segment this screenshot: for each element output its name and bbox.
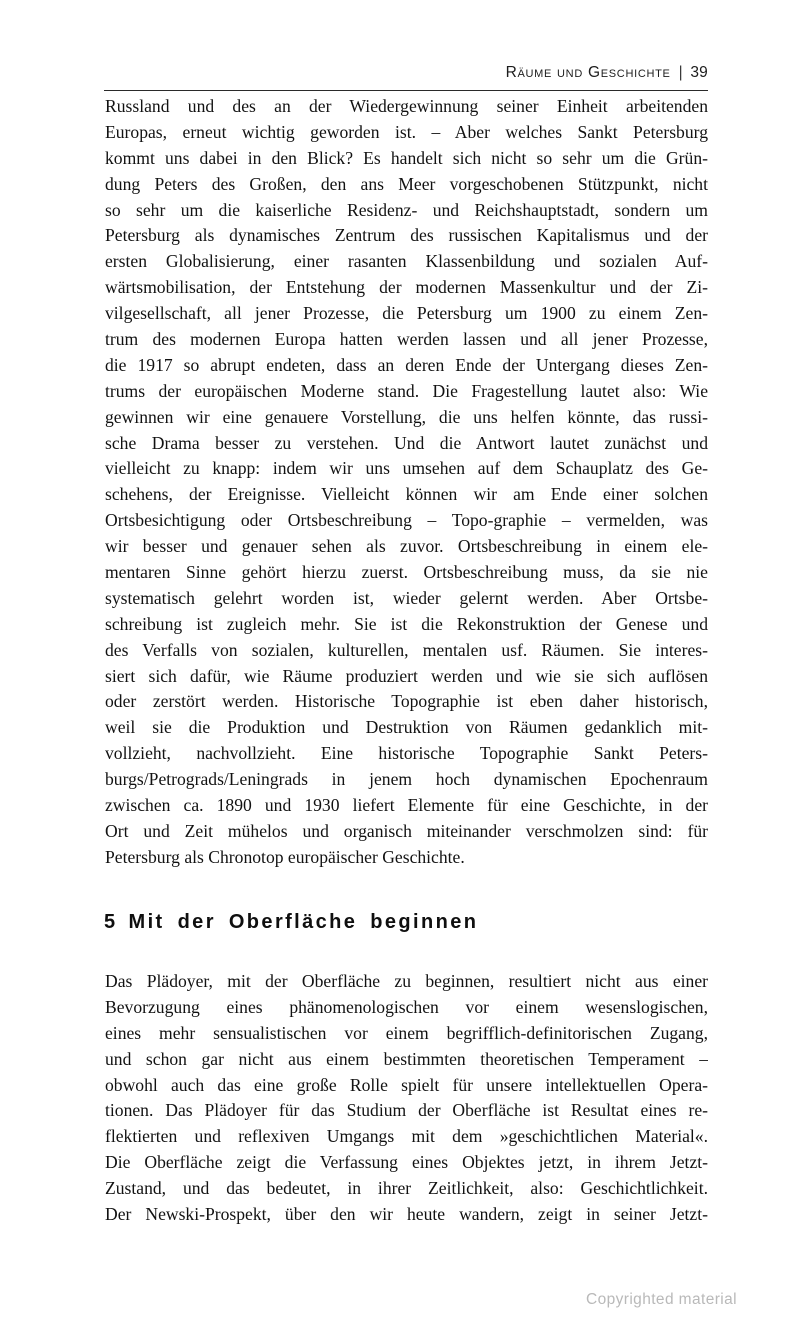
running-header	[105, 62, 708, 84]
text-line: schehens, der Ereignisse. Vielleicht können wir am Ende einer solchen	[105, 484, 708, 505]
text-line: sche Drama besser zu verstehen. Und die Antwort lautet zunächst und	[105, 432, 708, 453]
text-line: Russland und des an der Wiedergewinnung seiner Einheit arbeitenden	[105, 96, 708, 116]
paragraph-2	[105, 969, 708, 1228]
page-number: 39	[690, 64, 708, 81]
text-line: Petersburg als Chronotop europäischer Geschichte.	[105, 846, 465, 867]
text-line: Das Plädoyer, mit der Oberfläche zu beginnen, resultiert nicht aus einer	[105, 971, 708, 991]
text-line: gewinnen wir eine genauere Vorstellung, die uns helfen könnte, das russi-	[105, 406, 708, 427]
text-line: Europas, erneut wichtig geworden ist. – Aber welches Sankt Petersburg	[105, 121, 708, 142]
text-line: vollzieht, nachvollzieht. Eine historische Topographie Sankt Peters-	[105, 743, 708, 764]
copyright-watermark: Copyrighted material	[585, 1291, 737, 1308]
text-line: Petersburg als dynamisches Zentrum des russischen Kapitalismus und der	[105, 225, 708, 246]
text-line: Der Newski-Prospekt, über den wir heute wandern, zeigt in seiner Jetzt-	[105, 1204, 708, 1225]
text-line: Zustand, und das bedeutet, in ihrer Zeitlichkeit, also: Geschichtlichkeit.	[105, 1178, 708, 1199]
text-line: die 1917 so abrupt endeten, dass an deren Ende der Untergang dieses Zen-	[105, 354, 708, 375]
text-line: und schon gar nicht aus einem bestimmten theoretischen Temperament –	[105, 1048, 708, 1069]
text-line: schreibung ist zugleich mehr. Sie ist die Rekonstruktion der Genese und	[105, 613, 708, 634]
text-line: vielleicht zu knapp: indem wir uns umsehen auf dem Schauplatz des Ge-	[105, 458, 708, 479]
text-line: so sehr um die kaiserliche Residenz- und Reichshauptstadt, sondern um	[105, 199, 708, 220]
text-line: zwischen ca. 1890 und 1930 liefert Elemente für eine Geschichte, in der	[105, 795, 708, 816]
section-heading	[104, 911, 707, 934]
text-line: des Verfalls von sozialen, kulturellen, mentalen usf. Räumen. Sie interes-	[105, 639, 708, 660]
text-line: Bevorzugung eines phänomenologischen vor einem wesenslogischen,	[105, 996, 708, 1017]
text-line: Ortsbesichtigung oder Ortsbeschreibung – Topo-graphie – vermelden, was	[105, 510, 708, 531]
text-line: burgs/Petrograds/Leningrads in jenem hoch dynamischen Epochenraum	[105, 769, 708, 790]
text-line: eines mehr sensualistischen vor einem begrifflich-definitorischen Zugang,	[105, 1022, 708, 1043]
text-line: wir besser und genauer sehen als zuvor. Ortsbeschreibung in einem ele-	[105, 536, 708, 557]
section-title: Mit der Oberfläche beginnen	[128, 911, 479, 933]
text-line: kommt uns dabei in den Blick? Es handelt sich nicht so sehr um die Grün-	[105, 147, 708, 168]
text-line: mentaren Sinne gehört hierzu zuerst. Ortsbeschreibung muss, da sie nie	[105, 562, 708, 583]
running-head-title: Räume und Geschichte	[505, 64, 671, 81]
text-line: tionen. Das Plädoyer für das Studium der Oberfläche ist Resultat eines re-	[105, 1100, 708, 1121]
paragraph-1	[105, 94, 708, 871]
text-line: vilgesellschaft, all jener Prozesse, die Petersburg um 1900 zu einem Zen-	[105, 303, 708, 324]
text-line: wärtsmobilisation, der Entstehung der modernen Massenkultur und der Zi-	[105, 277, 708, 298]
text-line: obwohl auch das eine große Rolle spielt für unsere intellektuellen Opera-	[105, 1074, 708, 1095]
text-line: oder zerstört werden. Historische Topographie ist eben daher historisch,	[105, 691, 708, 712]
text-line: siert sich dafür, wie Räume produziert werden und wie sie sich auflösen	[105, 665, 708, 686]
text-line: dung Peters des Großen, den ans Meer vorgeschobenen Stützpunkt, nicht	[105, 173, 708, 194]
text-line: trums der europäischen Moderne stand. Die Fragestellung lautet also: Wie	[105, 380, 708, 401]
text-line: weil sie die Produktion und Destruktion von Räumen gedanklich mit-	[105, 717, 708, 738]
header-rule	[104, 90, 708, 91]
text-line: flektierten und reflexiven Umgangs mit dem »geschichtlichen Material«.	[105, 1126, 708, 1147]
section-number: 5	[104, 911, 118, 933]
header-separator: |	[678, 64, 684, 81]
text-line: systematisch gelehrt worden ist, wieder gelernt werden. Aber Ortsbe-	[105, 587, 708, 608]
text-line: Ort und Zeit mühelos und organisch miteinander verschmolzen sind: für	[105, 820, 708, 841]
text-line: Die Oberfläche zeigt die Verfassung eines Objektes jetzt, in ihrem Jetzt-	[105, 1152, 708, 1173]
text-line: ersten Globalisierung, einer rasanten Klassenbildung und sozialen Auf-	[105, 251, 708, 272]
text-line: trum des modernen Europa hatten werden lassen und all jener Prozesse,	[105, 329, 708, 350]
